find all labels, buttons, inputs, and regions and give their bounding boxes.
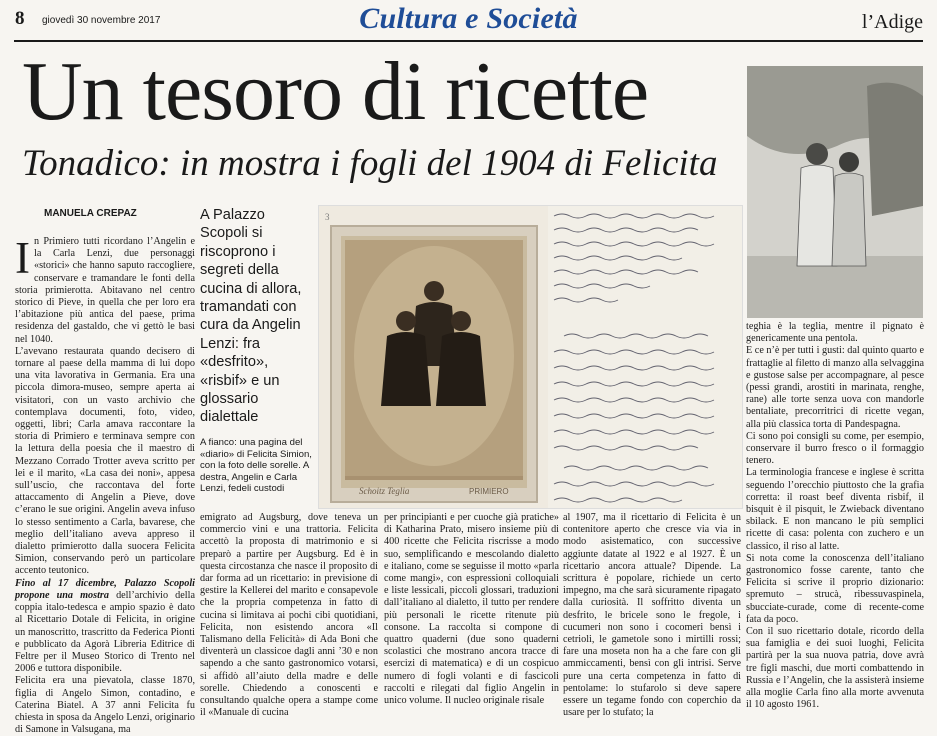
byline: MANUELA CREPAZ bbox=[44, 208, 137, 219]
article-column-1 bbox=[15, 233, 195, 736]
section-title: Cultura e Società bbox=[359, 2, 578, 35]
studio-label: Schoitz Teglia bbox=[359, 486, 410, 496]
subheadline: Tonadico: in mostra i fogli del 1904 di Felicita bbox=[22, 143, 718, 184]
paragraph: Felicita era una pievatola, classe 1870, figlia di Angelo Simon, contadino, e Caterina Biatel. A 37 anni Felicita fu chiesta in sposa da Angelo Lenzi, originario di Samone in Valsugana, ma bbox=[15, 675, 195, 736]
article-column-4: per principianti e per cuoche già pratiche» di Katharina Prato, misero insieme più di 400 ricette che Felicita riscrisse a modo suo, semplificando e mescolando dialetto e italiano, come se seguisse il motto «parla come mangi», con espressioni colloquiali e liste lessicali, piccoli glossari, traduzioni dall’italiano al dialetto, il tutto per rendere più personali le ricette ritenute più consone. La raccolta si compone di quattro quaderni (due sono quaderni scolastici che mostrano ancora tracce di esercizi di matematica) e di un cospicuo numero di fogli volanti e di fascicoli raccolti e rilegati dal figlio Angelin in unico volume. Il nucleo originale risale bbox=[384, 512, 559, 707]
paragraph-lead: Fino al 17 dicembre, Palazzo Scopoli propone una mostra bbox=[15, 577, 195, 601]
paragraph: E ce n’è per tutti i gusti: dal quinto quarto e frattaglie al filetto di manzo alla selvaggina e gustose salse per accompagnare, al pesce (pessi grandi, arostiti in marinata, renghe, rane) alle torte senza uova con mandorle bentaliate, precorritrici di ricette vegan, alla più classica torta di Pandespagna. bbox=[746, 345, 924, 430]
paragraph: Si nota come la conoscenza dell’italiano gastronomico fosse carente, tanto che Felicita si scrive il proprio dizionario: spremuto – strucà, ribessuvaspinela, sbucciate-curade, come di recente-come fata da poco. bbox=[746, 552, 924, 625]
place-label: PRIMIERO bbox=[469, 487, 509, 496]
photo-caption: A fianco: una pagina del «diario» di Felicita Simion, con la foto delle sorelle. A destra, Angelin e Carla Lenzi, fedeli custodi bbox=[200, 437, 312, 495]
issue-date: giovedì 30 novembre 2017 bbox=[42, 15, 161, 26]
page-number-label: 3 bbox=[325, 212, 330, 222]
diary-page bbox=[548, 205, 743, 509]
header-rule bbox=[14, 40, 923, 42]
newspaper-name: l’Adige bbox=[861, 11, 923, 33]
headline: Un tesoro di ricette bbox=[22, 45, 649, 138]
article-column-3: emigrato ad Augsburg, dove teneva un commercio vini e una trattoria. Felicita accettò la proposta di matrimonio e si preparò a partire per Augsburg. Ed è in questa circostanza che nasce il proposito di dar forma ad un ricettario: in previsione di gestire la Kellerei del marito e consapevole che la propria competenza in fatto di cucina si limitava ai pochi cibi quotidiani, Felicita, non esistendo ancora «Il Talismano della Felicità» di Ada Boni che diventerà un classicoe dagli anni ’30 e non sapendo a che santo gastronomico votarsi, si affidò all’aiuto della madre e delle sorelle. Chiedendo a conoscenti e consultando qualche opera a stampe come il «Manuale di cucina bbox=[200, 512, 378, 719]
paragraph: La terminologia francese e inglese è scritta seguendo l’orecchio piuttosto che la grafia corretta: il roast beef diventa risbif, il bisquit è il pisquit, le Zwieback diventano sbilack. E non mancano le più semplici ricette di casa: polenta con zuchero e un classico, il riso al latte. bbox=[746, 467, 924, 552]
page-number: 8 bbox=[15, 8, 25, 29]
paragraph: L’avevano restaurata quando decisero di tornare al paese della mamma di lui dopo una vita lavorativa in Germania. Era una piccola dimora-museo, sempre aperta ai visitatori, con un vasto archivio che contemplava documenti, foto, video, oggetti, libri; Carla amava raccontare la storia di Primiero e terminava sempre con la lettura della poesia che il maestro di Mezzano Corrado Trotter aveva scritto per lei e il marito, «La casa dei noni», appesa sull’uscio, che raccontava del forte attaccamento di Angelin a Pieve, dove c’erano le sue origini. Angelin aveva infuso lo stesso sentimento a Carla, bavarese, che meglio dell’italiano aveva appreso il dialetto primierotto dalla suocera Felicita Simion, conservando però un particolare accento teutonico. bbox=[15, 345, 195, 577]
article-summary: A Palazzo Scopoli si riscoprono i segreti della cucina di allora, tramandati con cura da Angelin Lenzi: fra «desfrito», «risbif» e un glossario dialettale bbox=[200, 207, 302, 426]
paragraph: Con il suo ricettario dotale, ricordo della sua famiglia e dei suoi luoghi, Felicita partirà per la sua nuova patria, dove avrà tre figli maschi, due morti combattendo in Russia e l’Angelin, che la assisterà insieme alla moglie Carla fino alla morte avvenuta il 10 agosto 1961. bbox=[746, 626, 924, 711]
paragraph: dell’archivio della coppia italo-tedesca e ampio spazio è dato al Ricettario Dotale di Felicita, in origine un manoscritto, trascritto da Federica Pionti e pubblicato da Agorà Libreria Editrice di Feltre per il Museo Storico di Trento nel 2006 e tuttora disponibile. bbox=[15, 589, 195, 675]
sisters-photo bbox=[318, 205, 550, 509]
article-column-6 bbox=[746, 321, 924, 712]
lenzi-couple-photo bbox=[747, 66, 923, 318]
article-column-5: al 1907, ma il ricettario di Felicita è un contenitore aperto che cresce via via in modo asistematico, con successive aggiunte datate al 1922 e al 1927. È un ricettario ancora attuale? Dipende. La scrittura è popolare, richiede un certo impegno, ma che sarà sicuramente ripagato dalla curiosità. Il soffritto diventa un desfrito, le bricele sono le fregole, i cucumeri non sono i cocomeri bensì i cetrioli, le gametole sono i mirtilli rossi; fare una moseta non ha a che fare con gli ammiccamenti, bensì con gli intrisi. Serve pure una certa competenza in fatto di pentolame: lo stufarolo si deve sapere essere un tegame fondo con coperchio da usare per lo stufato; la bbox=[563, 512, 741, 719]
drop-cap: I bbox=[15, 233, 30, 283]
paragraph: Ci sono poi consigli su come, per esempio, conservare il burro fresco o il formaggio tenero. bbox=[746, 430, 924, 467]
paragraph: teghia è la teglia, mentre il pignato è genericamente una pentola. bbox=[746, 321, 924, 345]
paragraph: n Primiero tutti ricordano l’Angelin e la Carla Lenzi, due personaggi «storici» che hanno saputo raccogliere, conservare e tramandare le fonti della storia primierotta. Abitavano nel centro storico di Pieve, in quella che per loro era l’abitazione più antica del paese, prima residenza del gastaldo, che vi gettò le basi nel 1040. bbox=[15, 236, 195, 345]
